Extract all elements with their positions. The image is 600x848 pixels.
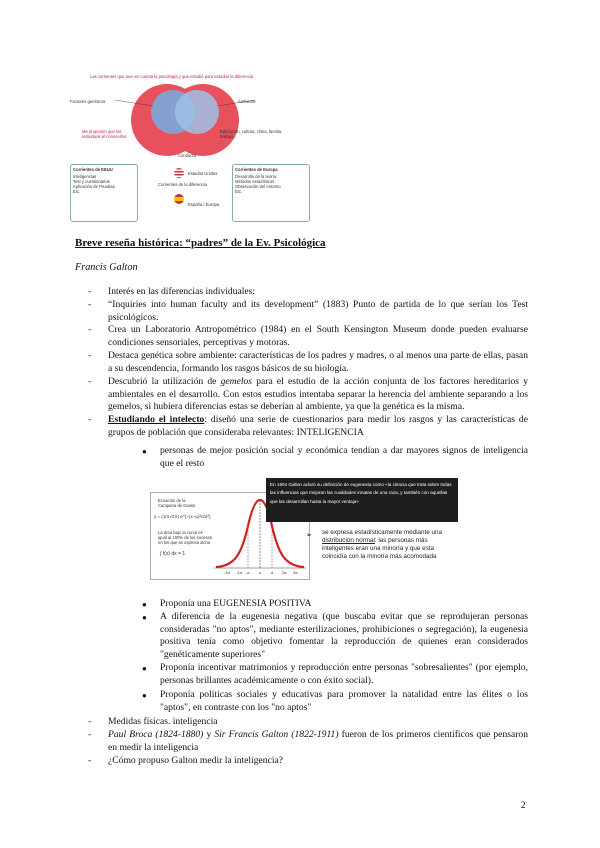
- axis-label: 3σ: [293, 571, 298, 575]
- dash-marker: -: [88, 729, 92, 740]
- sub-item: personas de mejor posición social y económica tendían a dar mayores signos de inteligencia que el resto: [160, 445, 528, 469]
- venn-figure: [70, 72, 310, 222]
- arrow-marker: ➢: [306, 531, 312, 539]
- flag-us-label: Estados Unidos: [188, 171, 218, 176]
- note-text: : las personas más inteligentes eran una minoría y que esta coincidía con la minoría más acomodada: [322, 537, 437, 560]
- section-subheading: Francis Galton: [75, 262, 138, 273]
- right-desc: Educación, cultura, clima, familia, trabajo...: [220, 129, 283, 139]
- bullet-marker: ●: [142, 447, 147, 456]
- item-text: Descubrió la utilización de: [108, 376, 221, 387]
- item-emphasis: Paul Broca (1824-1880): [108, 729, 204, 740]
- figure-title: Las corrientes que tuvo en cuenta la psicología y que estudió para estudiar la diferencia: [90, 74, 253, 79]
- flag-es-icon: [174, 194, 184, 204]
- right-box-title: Corrientes de Europa: [235, 167, 278, 172]
- item-text: y: [203, 729, 215, 740]
- gauss-text: Campana de Gauss: [158, 503, 196, 508]
- dash-marker: -: [88, 286, 92, 297]
- axis-label: -2σ: [236, 571, 242, 575]
- list-item: “Inquiries into human faculty and its development” (1883) Punto de partida de lo que serían los Test psicológicos.: [108, 299, 528, 323]
- gauss-formula: y = (1/σ√2π) e^(−(x−μ)²/2σ²): [154, 514, 211, 519]
- bullet-marker: ●: [142, 664, 147, 673]
- flag-es-label: España / Europa: [188, 202, 220, 207]
- right-box-item: Etc.: [235, 189, 243, 194]
- item-emphasis: Sir Francis Galton (1822-1911): [214, 729, 339, 740]
- note-text: se expresa estadísticamente mediante una: [322, 529, 443, 536]
- left-box: [70, 164, 138, 222]
- sub-item: Proponía una EUGENESIA POSITIVA: [160, 598, 312, 609]
- gauss-text: igual al 100% de los sucesos: [158, 535, 213, 540]
- venn-diagram: [105, 80, 265, 160]
- dash-marker: -: [88, 716, 92, 727]
- item-text: para el estudio de la acción conjunta de los factores hereditarios y ambientales en el desarrollo. Con estos estudios intentaba separar la herencia del ambiente separando a los gemelos, si hubiera diferencias estas se deberían al ambiente, ya que la genética es la misma.: [108, 376, 528, 413]
- list-item: [108, 414, 528, 439]
- sub-item: A diferencia de la eugenesia negativa (que buscaba evitar que se reprodujeran personas consideradas "no aptos", mediante esterilizaciones, prohibiciones o segregación), la eugenesia positiva tenía como objetivo fomentar la reproducción de quienes eran considerados "genéticamente superiores": [160, 611, 528, 660]
- bullet-marker: ●: [142, 600, 147, 609]
- gauss-text: en los que se expresa dicha: [158, 540, 211, 545]
- dash-marker: -: [88, 324, 92, 335]
- bullet-marker: ●: [142, 691, 147, 700]
- right-box: [232, 164, 310, 222]
- dash-marker: -: [88, 299, 92, 310]
- note-link[interactable]: distribución normal: [322, 537, 375, 544]
- right-label: Ambiente: [238, 99, 256, 104]
- gauss-text: La área bajo la curva es: [158, 530, 203, 535]
- list-item: Destaca genética sobre ambiente: características de los padres y madres, o al menos una parte de ellas, pasan a su descendencia, formando los rasgos básicos de su biología.: [108, 350, 528, 374]
- sub-item: Proponía incentivar matrimonios y reproducción entre personas "sobresalientes" (por ejemplo, personas brillantes académicamente o con éxito social).: [160, 662, 528, 686]
- axis-label: μ: [259, 571, 262, 575]
- item-text: : diseñó una serie de cuestionarios para medir los rasgos y las características de grupos de población que consideraba relevantes: INTELIGENCIA: [108, 414, 528, 438]
- left-box-item: Test y cuestionarios: [73, 179, 110, 184]
- left-box-item: Aplicación de Pruebas: [73, 184, 115, 189]
- sub-item: Proponía políticas sociales y educativas para promover la natalidad entre las élites o los "aptos", en contraste con los "no aptos": [160, 689, 528, 713]
- bottom-label: Conducta: [178, 153, 196, 158]
- left-box-item: Etc.: [73, 189, 81, 194]
- item-text: fueron de los primeros científicos que pensaron en medir la inteligencia: [108, 729, 529, 753]
- list-item: Interés en las diferencias individuales:: [108, 286, 256, 297]
- venn-inner-right: [175, 90, 219, 134]
- dash-marker: -: [88, 414, 92, 425]
- section-heading: Breve reseña histórica: “padres” de la Ev. Psicológica: [75, 237, 326, 249]
- gauss-integral: ∫ f(x) dx = 1: [160, 551, 186, 557]
- axis-label: -3σ: [224, 571, 230, 575]
- list-item: Crea un Laboratorio Antropométrico (1984) en el South Kensington Museum donde pueden evaluarse condiciones sensoriales, perceptivas y motoras.: [108, 324, 528, 348]
- axis-label: σ: [271, 571, 274, 575]
- axis-label: -σ: [246, 571, 250, 575]
- dash-marker: -: [88, 350, 92, 361]
- gauss-note: [322, 529, 452, 561]
- left-desc: Me proponen que los individuos al conocerlos: [82, 129, 127, 139]
- list-item: [108, 376, 528, 414]
- list-item: Medidas físicas. inteligencia: [108, 716, 218, 727]
- item-strong: Estudiando el intelecto: [108, 414, 205, 425]
- gauss-text: Ecuación de la: [158, 498, 186, 503]
- right-box-item: Observación del entorno: [235, 184, 281, 189]
- dark-box-text: En 1904 Galton aclaró su definición de eugenesia como «la ciencia que trata sobre todas las influencias que mejoran las cualidades innatas de una raza, y también con aquellas que las desarrollan hasta la mayor ventaja»: [270, 482, 452, 504]
- item-emphasis: gemelos: [220, 376, 253, 387]
- left-label: Factores genéticos: [70, 99, 106, 104]
- left-box-title: Corrientes de EEUU: [73, 167, 113, 172]
- flag-us-icon: [174, 168, 184, 178]
- right-box-item: Métodos estadísticos: [235, 179, 275, 184]
- right-box-item: Desarrollo de la teoría: [235, 174, 277, 179]
- dash-marker: -: [88, 376, 92, 387]
- list-item: ¿Cómo propuso Galton medir la inteligencia?: [108, 755, 284, 766]
- page-number: 2: [521, 800, 526, 810]
- dash-marker: -: [88, 755, 92, 766]
- center-label: Corrientes de la diferencia: [158, 182, 207, 187]
- list-item: [108, 729, 528, 754]
- axis-label: 2σ: [282, 571, 287, 575]
- bullet-marker: ●: [142, 613, 147, 622]
- left-box-item: Inteligencias: [73, 174, 97, 179]
